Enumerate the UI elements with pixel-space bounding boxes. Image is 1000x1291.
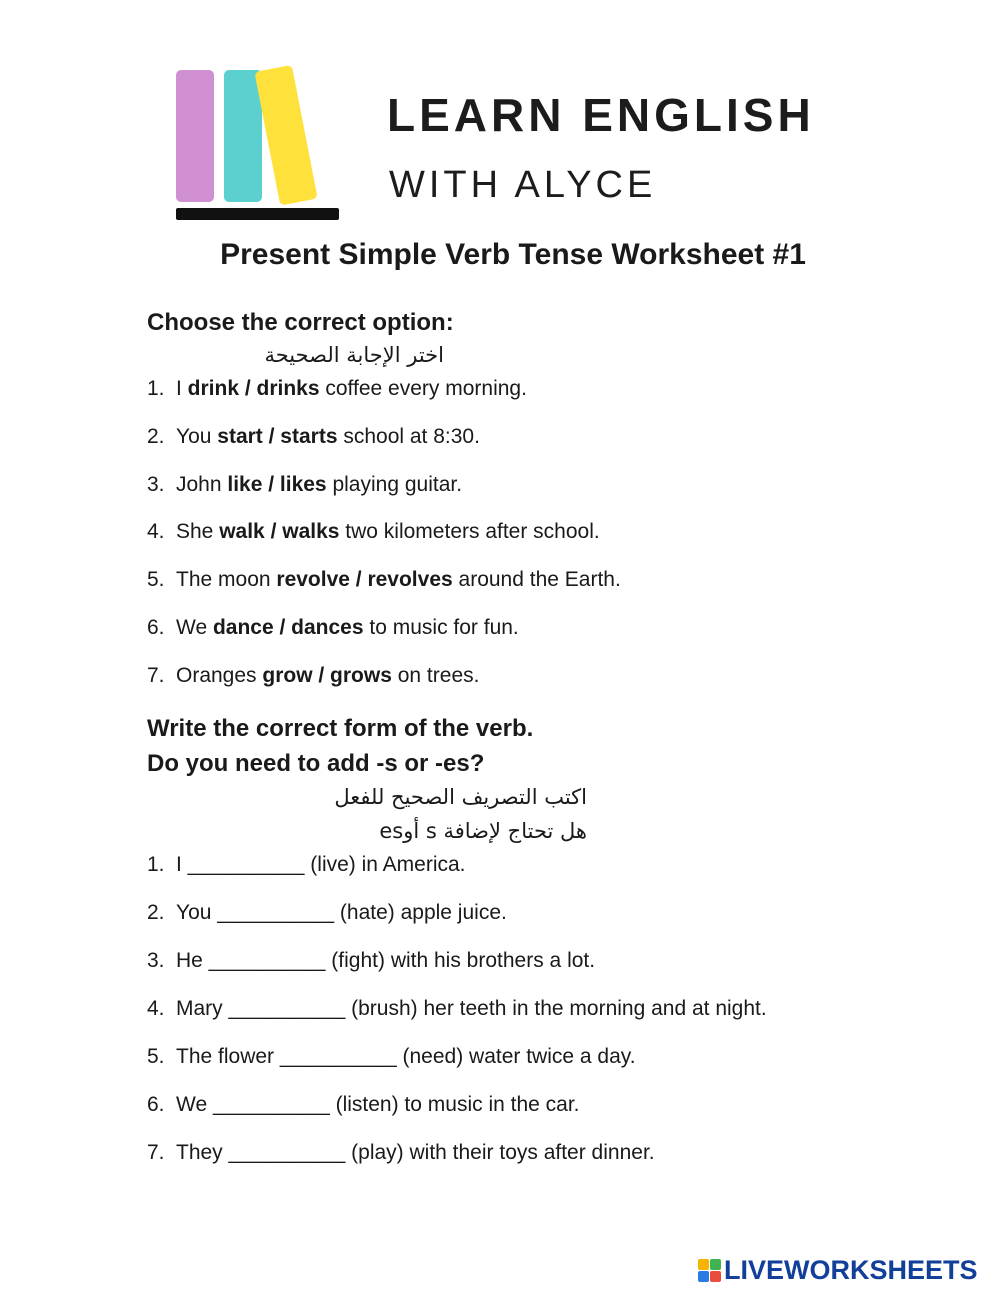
- fill-in-item[interactable]: [147, 901, 507, 925]
- item-text-after: on trees.: [391, 664, 480, 687]
- item-sentence: Mary __________ (brush) her teeth in the morning and at night.: [176, 997, 767, 1020]
- item-text-before: Oranges: [176, 664, 263, 687]
- book-yellow-icon: [254, 65, 317, 206]
- item-sentence: He __________ (fight) with his brothers a lot.: [176, 949, 596, 972]
- choice-item: [147, 664, 479, 688]
- item-text-after: to music for fun.: [363, 616, 519, 639]
- item-number: 3.: [147, 949, 165, 972]
- item-text-after: two kilometers after school.: [339, 520, 600, 543]
- item-text-before: She: [176, 520, 220, 543]
- choice-item: [147, 425, 480, 449]
- item-number: 3.: [147, 473, 165, 496]
- brand-subtitle: WITH ALYCE: [389, 164, 657, 206]
- item-text-after: playing guitar.: [326, 473, 463, 496]
- item-number: 7.: [147, 1141, 165, 1164]
- item-number: 4.: [147, 997, 165, 1020]
- brand-title: LEARN ENGLISH: [387, 89, 815, 141]
- section2-heading: Write the correct form of the verb.: [147, 715, 534, 742]
- item-number: 5.: [147, 568, 165, 591]
- item-text-after: around the Earth.: [452, 568, 621, 591]
- item-number: 4.: [147, 520, 165, 543]
- choice-item: [147, 473, 462, 497]
- item-text-before: I: [176, 377, 188, 400]
- item-number: 6.: [147, 1093, 165, 1116]
- choice-item: [147, 616, 519, 640]
- verb-choice[interactable]: dance / dances: [212, 616, 364, 639]
- fill-in-item[interactable]: [147, 997, 767, 1021]
- item-number: 1.: [147, 853, 165, 876]
- item-text-before: The moon: [176, 568, 277, 591]
- section2-subheading: Do you need to add -s or -es?: [147, 750, 485, 777]
- fill-in-item[interactable]: [147, 853, 466, 877]
- verb-choice[interactable]: start / starts: [217, 425, 338, 448]
- item-text-after: school at 8:30.: [337, 425, 480, 448]
- choice-item: [147, 520, 600, 544]
- fill-in-item[interactable]: [147, 949, 595, 973]
- liveworksheets-icon: [698, 1259, 721, 1282]
- section1-arabic-instruction: اختر الإجابة الصحيحة: [264, 343, 444, 367]
- verb-choice[interactable]: like / likes: [227, 473, 327, 496]
- item-text-before: John: [176, 473, 228, 496]
- item-sentence: The flower __________ (need) water twice a day.: [176, 1045, 636, 1068]
- item-text-before: You: [176, 425, 218, 448]
- choice-item: [147, 568, 621, 592]
- item-sentence: You __________ (hate) apple juice.: [176, 901, 507, 924]
- item-number: 2.: [147, 425, 165, 448]
- section2-arabic-question: هل تحتاج لإضافة s أوes: [379, 819, 587, 843]
- item-sentence: They __________ (play) with their toys after dinner.: [176, 1141, 655, 1164]
- section2-arabic-instruction: اكتب التصريف الصحيح للفعل: [334, 785, 587, 809]
- item-number: 5.: [147, 1045, 165, 1068]
- item-text-before: We: [176, 616, 213, 639]
- item-text-after: coffee every morning.: [319, 377, 527, 400]
- liveworksheets-logo[interactable]: [698, 1256, 978, 1284]
- shelf-icon: [176, 208, 339, 220]
- choice-item: [147, 377, 527, 401]
- item-number: 7.: [147, 664, 165, 687]
- fill-in-item[interactable]: [147, 1093, 580, 1117]
- verb-choice[interactable]: drink / drinks: [187, 377, 320, 400]
- item-number: 2.: [147, 901, 165, 924]
- section1-heading: Choose the correct option:: [147, 309, 454, 336]
- liveworksheets-text: LIVEWORKSHEETS: [724, 1254, 978, 1285]
- brand-logo: [172, 64, 342, 224]
- book-teal-icon: [224, 70, 262, 202]
- fill-in-item[interactable]: [147, 1045, 636, 1069]
- fill-in-item[interactable]: [147, 1141, 655, 1165]
- page-title: Present Simple Verb Tense Worksheet #1: [220, 238, 806, 271]
- verb-choice[interactable]: grow / grows: [262, 664, 392, 687]
- item-number: 6.: [147, 616, 165, 639]
- item-sentence: I __________ (live) in America.: [176, 853, 466, 876]
- item-sentence: We __________ (listen) to music in the car.: [176, 1093, 580, 1116]
- verb-choice[interactable]: revolve / revolves: [276, 568, 453, 591]
- book-purple-icon: [176, 70, 214, 202]
- verb-choice[interactable]: walk / walks: [219, 520, 340, 543]
- item-number: 1.: [147, 377, 165, 400]
